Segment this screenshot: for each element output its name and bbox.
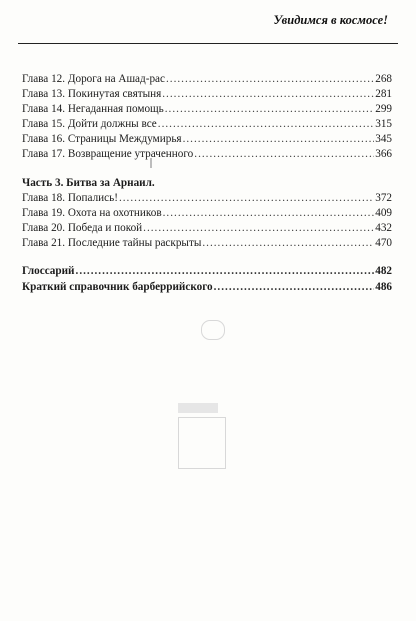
- toc-entry-page: 470: [375, 237, 392, 249]
- toc-entry: [22, 87, 392, 102]
- toc-entry-page: 299: [375, 103, 392, 115]
- toc-entry-glossary: [22, 264, 392, 279]
- toc-entry-label: Глава 18. Попались!: [22, 192, 118, 204]
- toc-entry: [22, 236, 392, 251]
- toc-dot-leader: [214, 280, 375, 295]
- toc-entry: [22, 221, 392, 236]
- show-through-barcode: [178, 417, 226, 469]
- toc-entry-label: Глава 15. Дойти должны все: [22, 118, 157, 130]
- toc-dot-leader: [143, 221, 374, 236]
- toc-entry-label: Глава 17. Возвращение утраченного: [22, 148, 194, 160]
- toc-entry: [22, 72, 392, 87]
- toc-entry-page: 345: [375, 133, 392, 145]
- toc-entry-page: 268: [375, 73, 392, 85]
- toc-dot-leader: [119, 191, 374, 206]
- toc-dot-leader: [166, 72, 374, 87]
- show-through-age-badge: [201, 320, 225, 340]
- toc-entry-label: Глава 13. Покинутая святыня: [22, 88, 162, 100]
- show-through-barcode-label: [178, 403, 218, 413]
- toc-dot-leader: [202, 236, 374, 251]
- toc-entry-page: 482: [375, 265, 392, 277]
- toc-entry: [22, 102, 392, 117]
- toc-dot-leader: [162, 87, 374, 102]
- toc-entry: [22, 191, 392, 206]
- toc-entry: [22, 117, 392, 132]
- toc-dot-leader: [165, 102, 374, 117]
- toc-entry-label: Глава 12. Дорога на Ашад-рас: [22, 73, 165, 85]
- header-rule: [18, 43, 398, 44]
- toc-entry-label: Краткий справочник барберрийского: [22, 281, 213, 293]
- toc-dot-leader: [76, 264, 375, 279]
- toc-entry-label: Глава 20. Победа и покой: [22, 222, 143, 234]
- toc-entry: [22, 132, 392, 147]
- toc-part-heading: Часть 3. Битва за Арнаил.: [22, 177, 155, 189]
- toc-dot-leader: [163, 206, 375, 221]
- toc-dot-leader: [158, 117, 374, 132]
- toc-entry-page: 432: [375, 222, 392, 234]
- toc-entry-label: Глава 21. Последние тайны раскрыты: [22, 237, 202, 249]
- toc-entry-handbook: [22, 280, 392, 295]
- toc-entry-page: 366: [375, 148, 392, 160]
- toc-entry-page: 281: [375, 88, 392, 100]
- toc-entry-label: Глава 14. Негаданная помощь: [22, 103, 164, 115]
- toc-entry-label: Глава 19. Охота на охотников: [22, 207, 162, 219]
- toc-entry-label: Глава 16. Страницы Междумирья: [22, 133, 182, 145]
- toc-entry-page: 315: [375, 118, 392, 130]
- toc-dot-leader: [194, 147, 374, 162]
- toc-entry-label: Глоссарий: [22, 265, 75, 277]
- toc-entry: [22, 147, 392, 162]
- running-header-title: Увидимся в космосе!: [273, 13, 388, 27]
- toc-entry: [22, 206, 392, 221]
- toc-dot-leader: [183, 132, 375, 147]
- toc-entry-page: 409: [375, 207, 392, 219]
- toc-entry-page: 372: [375, 192, 392, 204]
- toc-entry-page: 486: [375, 281, 392, 293]
